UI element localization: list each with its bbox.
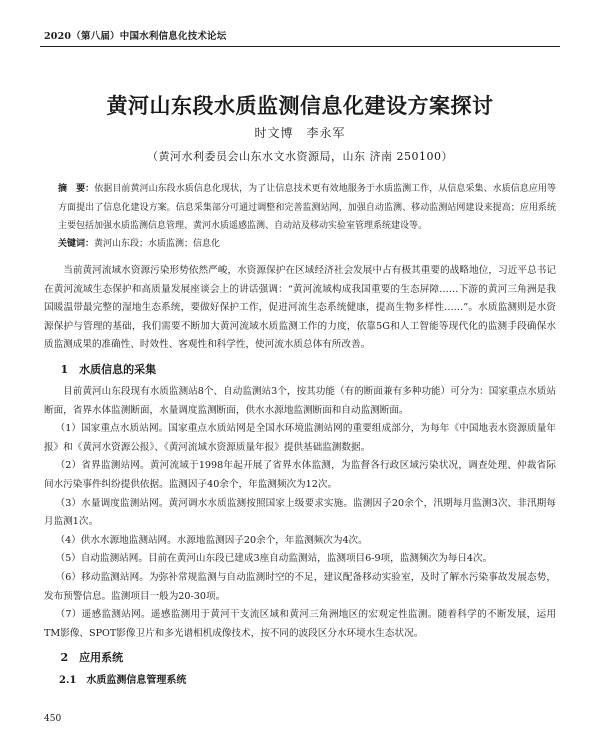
body-text: [44, 262, 556, 691]
list-item: （3）水量调度监测站网。黄河调水水质监测按照国家上级要求实施。监测因子20余个，汛期每月监测3次、非汛期每月监测1次。: [44, 497, 556, 528]
abstract: [58, 180, 556, 236]
keywords-label: 关键词：: [58, 239, 95, 249]
running-header: 2020（第八届）中国水利信息化技术论坛: [44, 31, 227, 42]
section-2-title: 2 应用系统: [60, 651, 124, 665]
intro-paragraph: 当前黄河流域水资源污染形势依然严峻，水资源保护在区域经济社会发展中占有极其重要的战略地位，习近平总书记在黄河流域生态保护和高质量发展座谈会上的讲话强调：“黄河流域构成我国重要的生态屏障……下游的黄河三角洲是我国暖温带最完整的湿地生态系统，要做好保护工作，促进河流生态系统健康，提高生物多样性……”。水质监测则是水资源保护与管理的基础，我们需要不断加大黄河流域水质监测工作的力度，依靠5G和人工智能等现代化的监测手段确保水质监测成果的准确性、时效性、客观性和科学性，使河流水质总体有所改善。: [44, 265, 556, 351]
subsection-2-1-title: 2.1 水质监测信息管理系统: [59, 675, 187, 687]
list-item: （1）国家重点水质站网。国家重点水质站网是全国水环境监测站网的重要组成部分，为每年《中国地表水资源质量年报》和《黄河水资源公报》、《黄河流域水资源质量年报》提供基础监测数据。: [44, 423, 556, 453]
abstract-text: 依据目前黄河山东段水质信息化现状，为了让信息技术更有效地服务于水质监测工作，从信息采集、水质信息应用等方面提出了信息化建设方案。信息采集部分可通过调整和完善监测站网，加强自动监测、移动监测站网建设来提高；应用系统主要包括加强水质监测信息管理、黄河水质遥感监测、自动站及移动实验室管理系统建设等。: [58, 184, 556, 231]
list-item: （4）供水水源地监测站网。水源地监测因子20余个，年监测频次为4次。: [55, 534, 368, 546]
keywords: [58, 236, 556, 249]
keywords-text: 黄河山东段；水质监测；信息化: [94, 239, 221, 249]
list-item: （7）遥感监测站网。遥感监测用于黄河干支流区域和黄河三角洲地区的宏观定性监测。随着科学的不断发展，运用TM影像、SPOT影像卫片和多光谱相机成像技术，按不同的波段区分水环境水生态状况。: [44, 609, 556, 639]
list-item: （2）省界监测站网。黄河流域于1998年起开展了省界水体监测，为监督各行政区域污染状况，调查处理、仲裁省际间水污染事件纠纷提供依据。监测因子40余个，年监测频次为12次。: [44, 460, 556, 490]
section-1-title: 1 水质信息的采集: [60, 362, 157, 376]
abstract-label: 摘 要：: [58, 184, 95, 194]
paper-affiliation: （黄河水利委员会山东水文水资源局，山东 济南 250100）: [147, 150, 453, 163]
list-item: （5）自动监测站网。目前在黄河山东段已建成3座自动监测站，监测项目6-9项，监测频次为每日4次。: [55, 553, 493, 565]
header-rule: [40, 46, 560, 47]
section-1-intro: 目前黄河山东段现有水质监测站8个、自动监测站3个，按其功能（有的断面兼有多种功能）可分为：国家重点水质站断面，省界水体监测断面，水量调度监测断面，供水水源地监测断面和自动监测断面。: [44, 385, 556, 416]
paper-authors: 时文博 李永军: [254, 126, 346, 140]
page-number: 450: [44, 714, 62, 724]
paper-title: 黄河山东段水质监测信息化建设方案探讨: [106, 93, 494, 118]
list-item: （6）移动监测站网。为弥补常规监测与自动监测时空的不足，建议配备移动实验室，及时了解水污染事故发展态势，发布预警信息。监测项目一般为20-30项。: [44, 571, 556, 602]
